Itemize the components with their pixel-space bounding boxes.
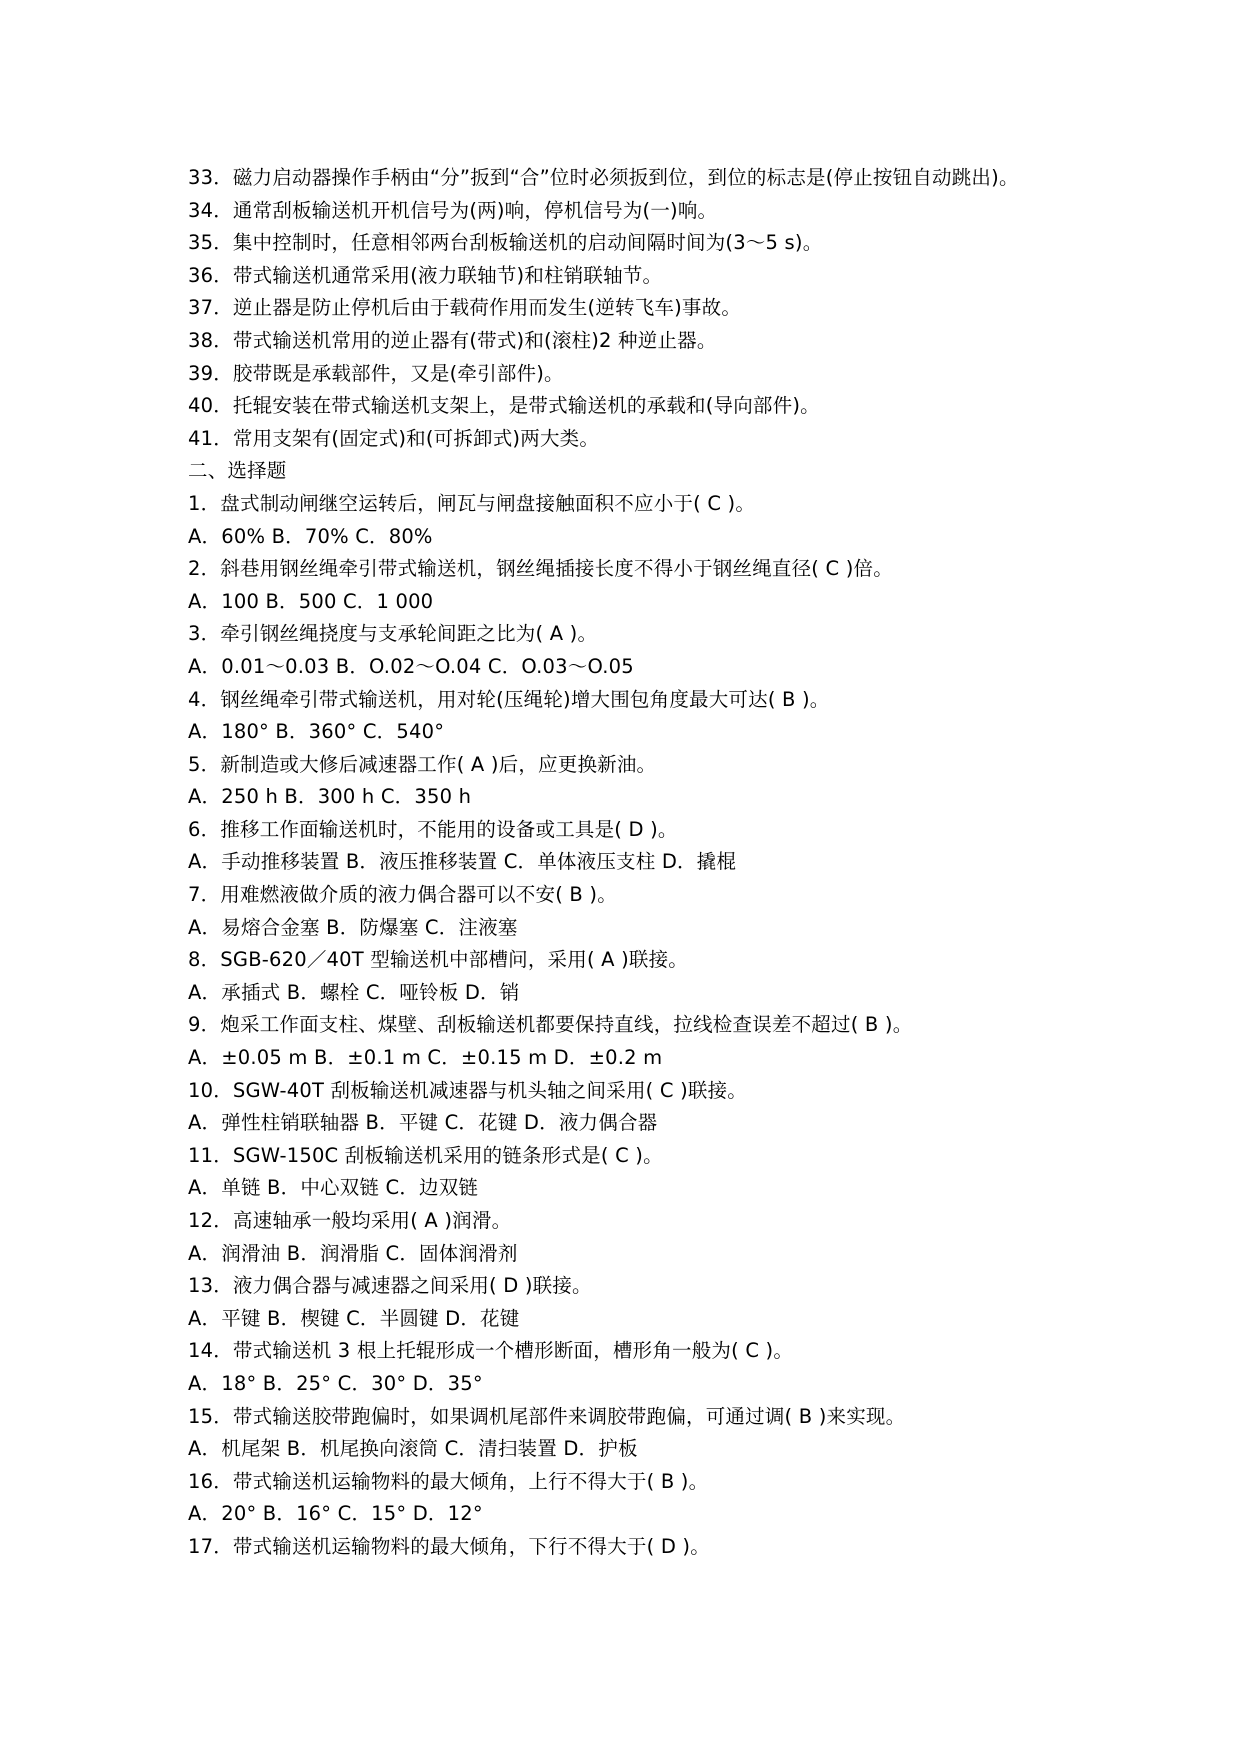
choice-question-4: 4．钢丝绳牵引带式输送机，用对轮(压绳轮)增大围包角度最大可达( B )。 <box>188 687 830 711</box>
choice-question-16: 16．带式输送机运输物料的最大倾角，上行不得大于( B )。 <box>188 1469 709 1493</box>
choice-question-15: 15．带式输送胶带跑偏时，如果调机尾部件来调胶带跑偏，可通过调( B )来实现。 <box>188 1404 906 1428</box>
question-35: 35．集中控制时，任意相邻两台刮板输送机的启动间隔时间为(3～5 s)。 <box>188 231 823 255</box>
choice-question-2: 2．斜巷用钢丝绳牵引带式输送机，钢丝绳插接长度不得小于钢丝绳直径( C )倍。 <box>188 557 893 581</box>
choice-question-3: 3．牵引钢丝绳挠度与支承轮间距之比为( A )。 <box>188 622 598 646</box>
choice-options-13: A．平键 B．楔键 C．半圆键 D．花键 <box>188 1306 520 1330</box>
choice-question-8: 8．SGB-620／40T 型输送机中部槽问，采用( A )联接。 <box>188 948 689 972</box>
choice-options-7: A．易熔合金塞 B．防爆塞 C．注液塞 <box>188 915 518 939</box>
question-34: 34．通常刮板输送机开机信号为(两)响，停机信号为(一)响。 <box>188 198 718 222</box>
choice-question-14: 14．带式输送机 3 根上托辊形成一个槽形断面，槽形角一般为( C )。 <box>188 1339 794 1363</box>
choice-question-5: 5．新制造或大修后减速器工作( A )后，应更换新油。 <box>188 752 657 776</box>
question-37: 37．逆止器是防止停机后由于载荷作用而发生(逆转飞车)事故。 <box>188 296 742 320</box>
choice-question-6: 6．推移工作面输送机时，不能用的设备或工具是( D )。 <box>188 817 678 841</box>
choice-question-7: 7．用难燃液做介质的液力偶合器可以不安( B )。 <box>188 883 617 907</box>
choice-question-11: 11．SGW-150C 刮板输送机采用的链条形式是( C )。 <box>188 1143 663 1167</box>
choice-options-12: A．润滑油 B．润滑脂 C．固体润滑剂 <box>188 1241 518 1265</box>
choice-options-10: A．弹性柱销联轴器 B．平键 C．花键 D．液力偶合器 <box>188 1111 658 1135</box>
document-page <box>188 162 1088 1564</box>
choice-question-17: 17．带式输送机运输物料的最大倾角，下行不得大于( D )。 <box>188 1534 710 1558</box>
choice-question-13: 13．液力偶合器与减速器之间采用( D )联接。 <box>188 1274 592 1298</box>
choice-options-5: A．250 h B．300 h C．350 h <box>188 785 472 809</box>
choice-options-2: A．100 B．500 C．1 000 <box>188 589 434 613</box>
choice-options-11: A．单链 B．中心双链 C．边双链 <box>188 1176 479 1200</box>
choice-options-14: A．18° B．25° C．30° D．35° <box>188 1371 483 1395</box>
section-heading: 二、选择题 <box>188 459 287 483</box>
question-39: 39．胶带既是承载部件，又是(牵引部件)。 <box>188 361 564 385</box>
choice-question-12: 12．高速轴承一般均采用( A )润滑。 <box>188 1209 512 1232</box>
choice-options-3: A．0.01～0.03 B．O.02～O.04 C．O.03～O.05 <box>188 654 634 678</box>
choice-options-8: A．承插式 B．螺栓 C．哑铃板 D．销 <box>188 980 520 1004</box>
choice-question-9: 9．炮采工作面支柱、煤壁、刮板输送机都要保持直线，拉线检查误差不超过( B )。 <box>188 1013 913 1037</box>
choice-options-6: A．手动推移装置 B．液压推移装置 C．单体液压支柱 D．撬棍 <box>188 850 737 874</box>
question-41: 41．常用支架有(固定式)和(可拆卸式)两大类。 <box>188 426 600 450</box>
choice-question-1: 1．盘式制动闸继空运转后，闸瓦与闸盘接触面积不应小于( C )。 <box>188 491 756 515</box>
question-38: 38．带式输送机常用的逆止器有(带式)和(滚柱)2 种逆止器。 <box>188 328 717 352</box>
choice-question-10: 10．SGW-40T 刮板输送机减速器与机头轴之间采用( C )联接。 <box>188 1078 747 1102</box>
choice-options-15: A．机尾架 B．机尾换向滚筒 C．清扫装置 D．护板 <box>188 1437 638 1461</box>
choice-options-9: A．±0.05 m B．±0.1 m C．±0.15 m D．±0.2 m <box>188 1046 663 1070</box>
question-40: 40．托辊安装在带式输送机支架上，是带式输送机的承载和(导向部件)。 <box>188 394 820 418</box>
question-33: 33．磁力启动器操作手柄由“分”扳到“合”位时必须扳到位，到位的标志是(停止按钮自动跳出)。 <box>188 166 1019 189</box>
choice-options-16: A．20° B．16° C．15° D．12° <box>188 1502 483 1526</box>
choice-options-4: A．180° B．360° C．540° <box>188 720 445 744</box>
choice-options-1: A．60% B．70% C．80% <box>188 524 433 548</box>
question-36: 36．带式输送机通常采用(液力联轴节)和柱销联轴节。 <box>188 263 663 287</box>
